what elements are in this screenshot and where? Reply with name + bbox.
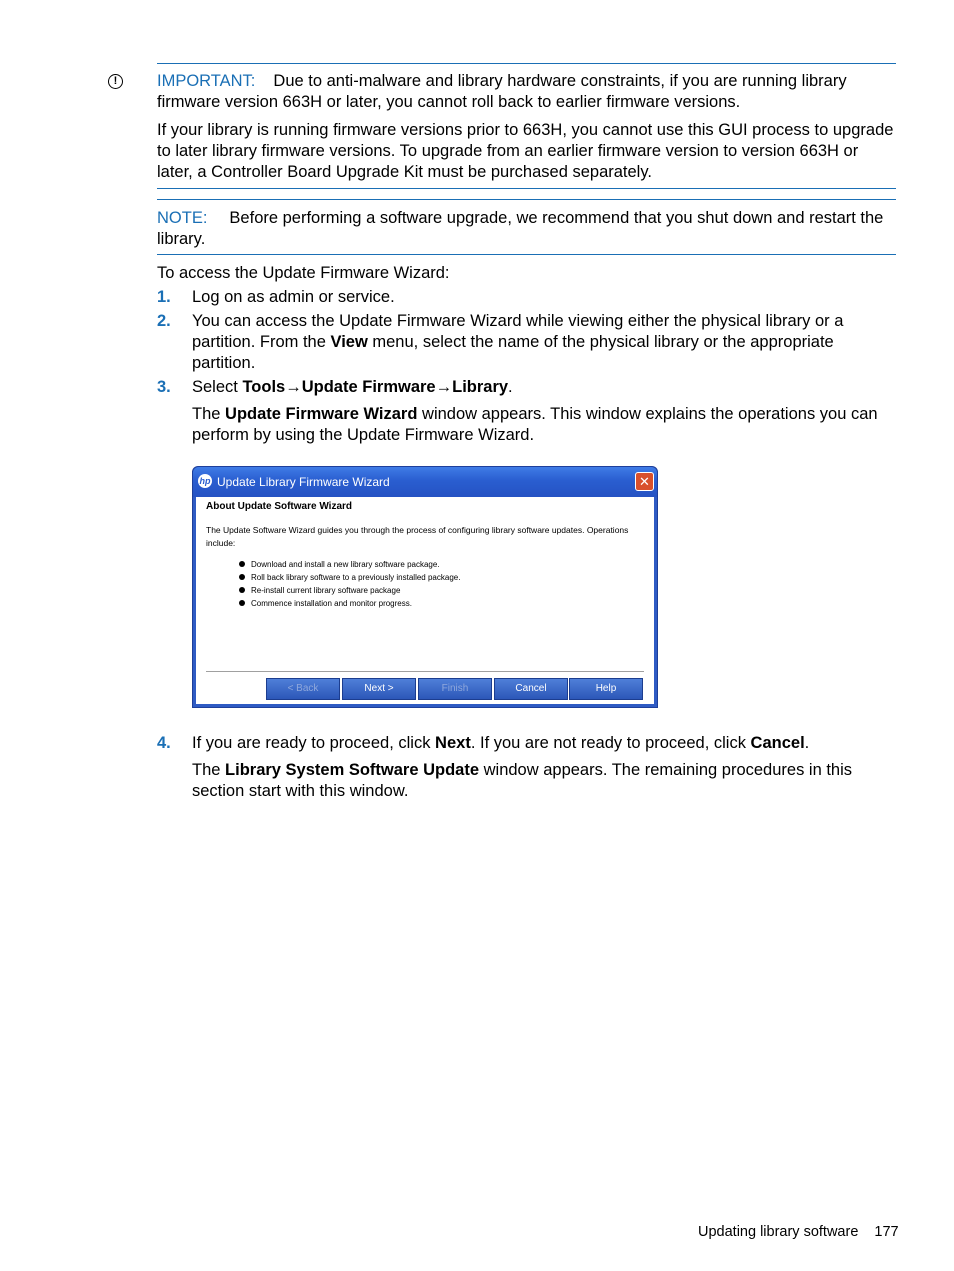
- menu-name: View: [330, 333, 368, 351]
- dialog-separator: [206, 671, 644, 672]
- step-text: You can access the Update Firmware Wizard while viewing either the physical library or a partition. From the View menu, select the name of the physical library or the appropriate partition.: [192, 312, 844, 372]
- list-item: Roll back library software to a previously installed package.: [239, 572, 460, 584]
- step-text: Select Tools→Update Firmware→Library.: [192, 378, 513, 396]
- menu-path-library: Library: [452, 378, 509, 396]
- note-text: Before performing a software upgrade, we recommend that you shut down and restart the library.: [157, 209, 884, 248]
- procedure-intro: To access the Update Firmware Wizard:: [157, 264, 450, 282]
- important-bottom-rule: [157, 188, 896, 189]
- list-item: Download and install a new library software package.: [239, 559, 440, 571]
- note-label: NOTE:: [157, 209, 208, 227]
- window-name: Library System Software Update: [225, 761, 480, 779]
- step-text: Log on as admin or service.: [192, 288, 395, 306]
- page-number: 177: [874, 1224, 899, 1240]
- step-number: 3.: [157, 378, 171, 396]
- dialog-titlebar: [193, 467, 657, 497]
- bullet-icon: [239, 574, 245, 580]
- help-button[interactable]: Help: [569, 678, 643, 700]
- bullet-icon: [239, 587, 245, 593]
- step-result-text: The Update Firmware Wizard window appears. This window explains the operations you can perform by using the Update Firmware Wizard.: [192, 405, 878, 444]
- step-number: 2.: [157, 312, 171, 330]
- window-name: Update Firmware Wizard: [225, 405, 418, 423]
- step-number: 4.: [157, 734, 171, 752]
- note-top-rule: [157, 199, 896, 200]
- dialog-intro: The Update Software Wizard guides you through the process of configuring library software updates. Operations include:: [206, 525, 629, 548]
- page-footer: [698, 1222, 899, 1242]
- important-paragraph: [157, 71, 897, 113]
- list-item: Re-install current library software package: [239, 585, 400, 597]
- important-paragraph-2: If your library is running firmware versions prior to 663H, you cannot use this GUI process to upgrade to later library firmware versions. To upgrade from an earlier firmware version to version 663H or later, a Controller Board Upgrade Kit must be purchased separately.: [157, 121, 894, 181]
- button-name-cancel: Cancel: [750, 734, 805, 752]
- dialog-heading: About Update Software Wizard: [206, 501, 353, 512]
- list-item: Commence installation and monitor progress.: [239, 598, 412, 610]
- important-top-rule: [157, 63, 896, 64]
- hp-logo-icon: hp: [199, 476, 211, 486]
- menu-path-update-firmware: Update Firmware: [301, 378, 436, 396]
- back-button[interactable]: < Back: [266, 678, 340, 700]
- dialog-body: [196, 497, 654, 704]
- cancel-button[interactable]: Cancel: [494, 678, 568, 700]
- step-result-text: The Library System Software Update window appears. The remaining procedures in this section start with this window.: [192, 761, 853, 800]
- update-firmware-wizard-dialog: [192, 466, 658, 708]
- step-number: 1.: [157, 288, 171, 306]
- close-icon[interactable]: ✕: [635, 472, 654, 491]
- menu-path-tools: Tools: [242, 378, 286, 396]
- note-paragraph: [157, 208, 897, 250]
- important-icon: !: [108, 74, 123, 89]
- next-button[interactable]: Next >: [342, 678, 416, 700]
- important-text: Due to anti-malware and library hardware constraints, if you are running library firmware version 663H or later, you cannot roll back to earlier firmware versions.: [157, 72, 847, 111]
- footer-section: Updating library software: [698, 1224, 859, 1240]
- bullet-icon: [239, 561, 245, 567]
- step-text: If you are ready to proceed, click Next. If you are not ready to proceed, click Cancel.: [192, 734, 810, 752]
- finish-button[interactable]: Finish: [418, 678, 492, 700]
- important-label: IMPORTANT:: [157, 72, 256, 90]
- button-name-next: Next: [435, 734, 471, 752]
- dialog-title: Update Library Firmware Wizard: [217, 475, 390, 489]
- note-bottom-rule: [157, 254, 896, 255]
- bullet-icon: [239, 600, 245, 606]
